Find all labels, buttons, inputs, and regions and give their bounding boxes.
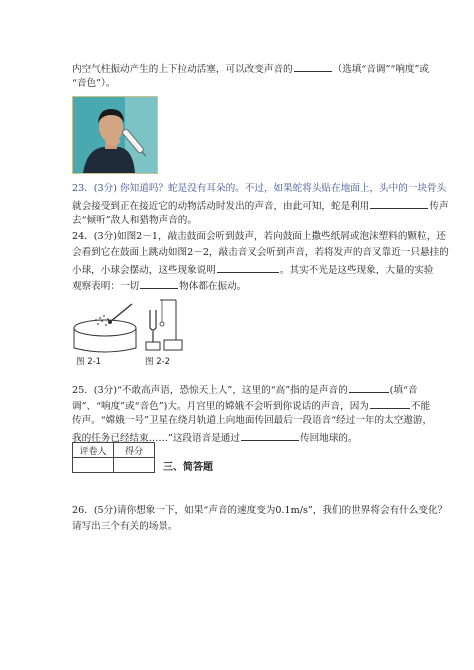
q25-answer-blank-1[interactable]: [349, 383, 389, 393]
boy-whistle-photo: [72, 96, 158, 174]
q25-line3: 传声。“嫦娥一号”卫星在绕月轨道上向地面传回最后一段语音“经过一年的太空遨游，: [72, 415, 433, 426]
fig-2-2-caption: 图 2-2: [145, 357, 171, 367]
score-table-grader-header: 评卷人: [73, 443, 114, 458]
q26-text1: 请你想象一下，如果“声音的速度变为0.1m/s”，我们的世界将会有什么变化？: [117, 505, 448, 516]
q25-answer-blank-2[interactable]: [370, 399, 410, 409]
q22-text: 内空气柱振动产生的上下拉动活塞，可以改变声音的: [72, 64, 293, 75]
q24-line3: [72, 263, 433, 277]
score-table: [72, 442, 155, 473]
q24-text4-end: 物体都在振动。: [179, 281, 247, 292]
drum-figure: [72, 298, 138, 357]
q24-text3-end: 。其实不光是这些现象，大量的实验: [279, 265, 434, 276]
q22-line2: “音色”）。: [72, 78, 116, 89]
q24-answer-blank-1[interactable]: [217, 263, 279, 273]
q26-line1: [72, 505, 447, 517]
q23-line2: [72, 199, 449, 213]
q25-text4: 我的任务已经结束……”这段语音是通过: [72, 433, 240, 444]
q24-text4: 观察表明：一切: [72, 281, 140, 292]
q25-text2-end: 不能: [410, 401, 431, 412]
q25-text1: 25．(3分)“不敢高声语，恐惊天上人”，这里的“高”指的是声音的: [72, 385, 348, 396]
score-table-score-cell[interactable]: [114, 458, 155, 473]
q26-number: 26．: [72, 505, 94, 516]
fig-2-1-caption: 图 2-1: [76, 357, 102, 367]
q25-line1: [72, 383, 418, 397]
q23-text: 23．(3分) 你知道吗？蛇是没有耳朵的。不过，如果蛇将头贴在地面上，头中的一块骨头: [72, 183, 447, 194]
q22-line1: [72, 62, 429, 76]
q23-text2: 就会接受到正在接近它的动物活动时发出的声音，由此可知，蛇是利用: [72, 201, 370, 212]
q24-line4: [72, 279, 246, 293]
q24-answer-blank-2[interactable]: [140, 279, 178, 289]
q23-answer-blank[interactable]: [370, 199, 428, 209]
q23-line1: [72, 183, 446, 195]
q25-line2: [72, 399, 430, 413]
score-table-score-header: 得分: [114, 443, 155, 458]
q23-line3: 去“倾听”敌人和猎物声音的。: [72, 215, 197, 226]
score-table-grader-cell[interactable]: [73, 458, 114, 473]
q25-text4-end: 传回地球的。: [300, 433, 358, 444]
q24-line2: 会看到它在鼓面上跳动如图2－2，敲击音叉会听到声音，若将发声的音叉靠近一只悬挂的: [72, 247, 449, 258]
q25-text1-end: (填“音: [389, 385, 418, 396]
q22-text-end: （选填“音调”“响度”或: [332, 64, 430, 75]
q22-answer-blank[interactable]: [294, 62, 332, 72]
q24-text3: 小球，小球会摆动，这些现象说明: [72, 265, 216, 276]
q26-line2: 请写出三个有关的场景。: [72, 521, 178, 532]
q25-answer-blank-3[interactable]: [241, 431, 299, 441]
section-title: 三、简答题: [163, 462, 213, 473]
tuning-fork-figure: [140, 292, 190, 357]
q24-line1: 24．(3分)如图2－1，敲击鼓面会听到鼓声，若向鼓面上撒些纸屑或泡沫塑料的颗粒，还: [72, 231, 446, 242]
q23-text2-end: 传声: [429, 201, 449, 212]
q26-score: (5分): [93, 505, 117, 516]
q25-text2: 调”、“响度”或“音色”)大。月宫里的嫦娥不会听到你说话的声音，因为: [72, 401, 369, 412]
